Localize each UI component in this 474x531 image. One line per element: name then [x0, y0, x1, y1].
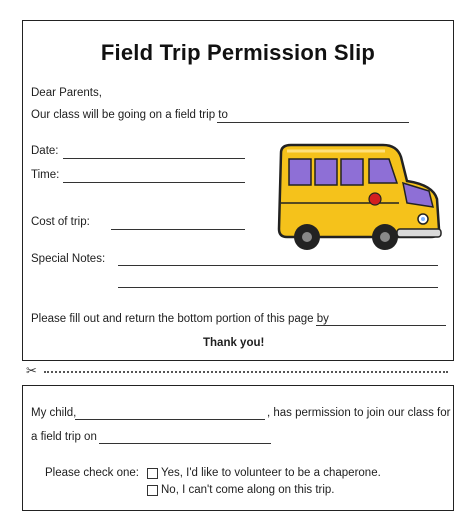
- destination-line[interactable]: [217, 122, 409, 123]
- cut-line: [22, 363, 454, 378]
- dotted-line: [44, 371, 448, 373]
- child-name-line[interactable]: [75, 419, 265, 420]
- cost-label: Cost of trip:: [31, 216, 90, 228]
- my-child-label: My child,: [31, 407, 77, 419]
- chaperone-no-checkbox[interactable]: [147, 485, 158, 496]
- thank-you-text: Thank you!: [203, 337, 265, 349]
- greeting-text: Dear Parents,: [31, 87, 102, 99]
- special-notes-line-1[interactable]: [118, 265, 438, 266]
- permission-slip-section: [22, 385, 454, 511]
- page-title: Field Trip Permission Slip: [100, 40, 376, 65]
- special-notes-line-2[interactable]: [118, 287, 438, 288]
- trip-date-line[interactable]: [99, 443, 271, 444]
- trip-on-label: a field trip on: [31, 431, 97, 443]
- check-one-label: Please check one:: [45, 467, 139, 479]
- return-by-text: Please fill out and return the bottom portion of this page by: [31, 313, 329, 325]
- permission-text: , has permission to join our class for: [267, 407, 451, 419]
- cost-line[interactable]: [111, 229, 245, 230]
- date-label: Date:: [31, 145, 59, 157]
- destination-label: Our class will be going on a field trip to: [31, 109, 228, 121]
- chaperone-yes-checkbox[interactable]: [147, 468, 158, 479]
- date-line[interactable]: [63, 158, 245, 159]
- special-notes-label: Special Notes:: [31, 253, 106, 265]
- permission-letter-section: [22, 20, 454, 361]
- return-by-line[interactable]: [316, 325, 446, 326]
- school-bus-icon: [273, 141, 443, 256]
- time-label: Time:: [31, 169, 60, 181]
- chaperone-yes-label: Yes, I'd like to volunteer to be a chaperone.: [161, 467, 381, 479]
- chaperone-no-label: No, I can't come along on this trip.: [161, 484, 335, 496]
- time-line[interactable]: [63, 182, 245, 183]
- scissors-icon: ✂: [26, 363, 37, 378]
